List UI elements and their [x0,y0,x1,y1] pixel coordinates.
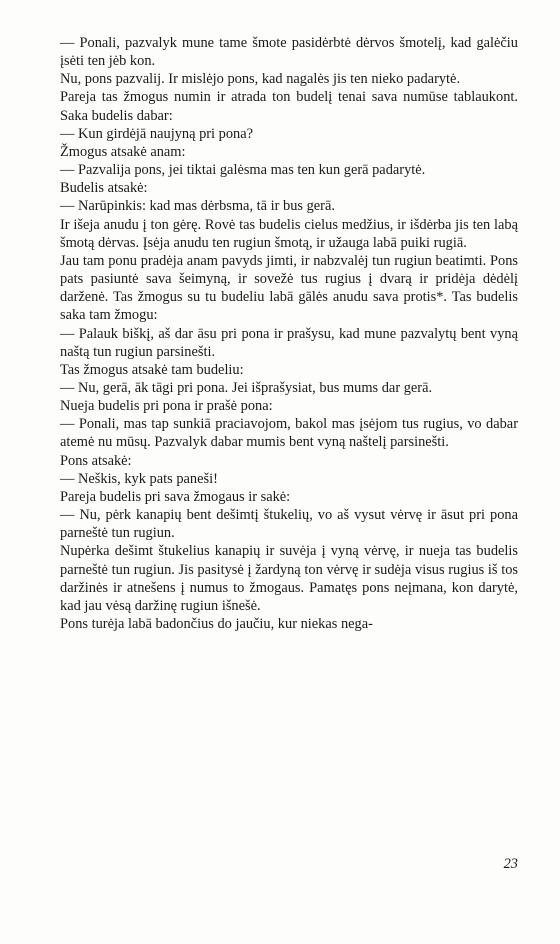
paragraph: Pons atsakė: [60,452,132,469]
paragraph: — Pazvalija pons, jei tiktai galėsma mas ten kun gerā padarytė. [60,162,426,179]
paragraph: — Palauk biškį, aš dar āsu pri pona ir prašysu, kad mune pazvalytų bent vyną naštą tun rugiun parsinešti. [60,325,518,360]
paragraph: — Ponali, pazvalyk mune tame šmote pasidėrbtė dėrvos šmotelį, kad galėčiu įsėti ten jėb kon. [60,35,518,70]
page-text [60,34,518,633]
paragraph: — Nu, gerā, āk tāgi pri pona. Jei išprašysiat, bus mums dar gerā. [60,379,433,396]
paragraph: Pareja tas žmogus numin ir atrada ton budelį tenai sava numūse tablaukont. Saka budelis dabar: [60,89,518,124]
paragraph: — Narūpinkis: kad mas dėrbsma, tā ir bus gerā. [60,198,335,215]
page-number: 23 [503,856,518,872]
paragraph: Nueja budelis pri pona ir prašė pona: [60,398,273,415]
paragraph: — Ponali, mas tap sunkiā praciavojom, bakol mas įsėjom tus rugius, vo dabar atemė nu mūsų. Pazvalyk dabar mumis bent vyną naštelį parsinešti. [60,416,518,451]
paragraph: — Nu, pėrk kanapių bent dešimtį štukelių, vo aš vysut vėrvę ir āsut pri pona parneštė tun rugiun. [60,507,518,542]
paragraph: — Kun girdėjā naujyną pri pona? [60,125,254,142]
paragraph: Žmogus atsakė anam: [60,143,186,160]
paragraph: Nu, pons pazvalij. Ir mislėjo pons, kad nagalės jis ten nieko padarytė. [60,71,461,88]
paragraph: Pareja budelis pri sava žmogaus ir sakė: [60,488,291,505]
paragraph: Ir išeja anudu į ton gėrę. Rovė tas budelis cielus medžius, ir išdėrba jis ten labą šmotą dėrvas. Įsėja anudu ten rugiun šmotą, ir užauga labā puiki rugiā. [60,216,518,251]
paragraph: Tas žmogus atsakė tam budeliu: [60,361,244,378]
paragraph: Pons turėja labā badončius do jaučiu, kur niekas nega- [60,616,373,632]
paragraph: Budelis atsakė: [60,180,148,197]
paragraph: — Neškis, kyk pats paneši! [60,470,218,487]
paragraph: Jau tam ponu pradėja anam pavyds jimti, ir nabzvalėj tun rugiun beatimti. Pons pats pasiuntė sava šeimyną, ir sovežė tus rugius į dvarą ir pridėja dėdėlį darženė. Tas žmogus su tu budeliu labā gālės anudu sava protis*. Tas budelis saka tam žmogu: [60,252,518,324]
paragraph: Nupėrka dešimt štukelius kanapių ir suvėja į vyną vėrvę, ir nueja tas budelis parneštė tun rugiun. Jis pasitysė į žardyną ton vėrvę ir sudėja visus rugius iš tos daržinės ir atnešens į numus to žmogaus. Pamatęs pons neįmana, kon darytė, kad jau vėsą daržinę rugiun išnešė. [60,543,518,614]
